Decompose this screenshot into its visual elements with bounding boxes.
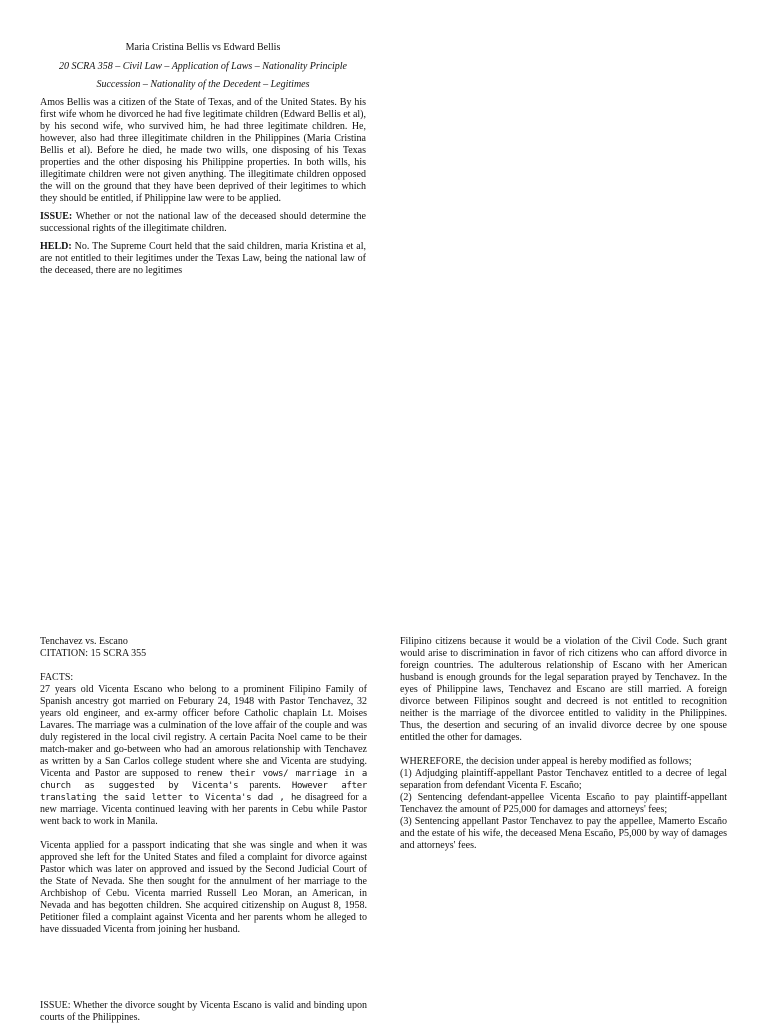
issue-paragraph <box>40 211 366 235</box>
case-subtitle-topics: Succession – Nationality of the Decedent – Legitimes <box>96 79 310 90</box>
ruling-paragraph: Filipino citizens because it would be a violation of the Civil Code. Such grant would arise to discrimination in favor of rich citizens who can afford divorce in foreign countries. The adulterous relationship of Escano with her American husband is enough grounds for the legal separation prayed by Tenchavez. In the eyes of Philippine laws, Tenchavez and Escano are still married. A foreign divorce between Filipinos sought and decreed is not entitled to recognition neither is the marriage of the divorcee entitled to validity in the Philippines. Thus, the desertion and securing of an invalid divorce decree by one spouse entitled the other for damages. <box>400 636 727 743</box>
handwritten-text-2: However after translating the said letter to Vicenta's dad , he <box>40 781 367 803</box>
disposition-item-2: (2) Sentencing defendant-appellee Vicenta Escaño to pay plaintiff-appellant Tenchavez the amount of P25,000 for damages and attorneys' fees; <box>400 792 727 815</box>
case2-facts-label: FACTS: <box>40 672 74 683</box>
handwritten-text-1: renew their vows/ marriage in a church as suggested by Vicenta's <box>40 769 368 791</box>
case2-issue: ISSUE: Whether the divorce sought by Vicenta Escano is valid and binding upon courts of the Philippines. <box>40 1000 367 1023</box>
issue-label: ISSUE: <box>40 211 73 222</box>
case2-facts-paragraph-2: Vicenta applied for a passport indicating that she was single and when it was approved she left for the United States and filed a complaint for divorce against Pastor which was later on approved and issued by the Second Judicial Court of the State of Nevada. She then sought for the annulment of her marriage to the Archbishop of Cebu. Vicenta married Russell Leo Moran, an American, in Nevada and has begotten children. She acquired citizenship on August 8, 1958. Petitioner filed a complaint against Vicenta and her parents whom he alleged to have dissuaded Vicenta from joining her husband. <box>40 840 367 935</box>
facts-text-mid: parents. <box>249 780 292 791</box>
case-tenchavez-right-column <box>400 636 727 852</box>
facts-text-end: disagreed for a new marriage. Vicenta continued leaving with her parents in Cebu while Pastor went back to work in Manila. <box>40 792 367 827</box>
facts-paragraph: Amos Bellis was a citizen of the State of Texas, and of the United States. By his first wife whom he divorced he had five legitimate children (Edward Bellis et al), by his second wife, who survived him, he had three legitimate children. He, however, also had three illegitimate children in the Philippines (Maria Cristina Bellis et al). Before he died, he made two wills, one disposing of his Texas properties and the other disposing his Philippine properties. In both wills, his illegitimate children were not given anything. The illegitimate children opposed the will on the ground that they have been deprived of their legitimes to which they should be entitled, if Philippine law were to be applied. <box>40 97 367 204</box>
case-subtitle: 20 SCRA 358 – Civil Law – Application of Laws – Nationality Principle <box>59 61 347 72</box>
case-title: Maria Cristina Bellis vs Edward Bellis <box>125 42 281 53</box>
case-tenchavez-left-column <box>40 636 367 936</box>
facts-text: 27 years old Vicenta Escano who belong to a prominent Filipino Family of Spanish ancestry got married on Feburary 24, 1948 with Pastor Tenchavez, 32 years old engineer, and ex-army officer before Catholic chaplain Lt. Moises Lavares. The marriage was a culmination of the love affair of the couple and was duly registered in the local civil registry. A certain Pacita Noel came to be their match-maker and go-between who had an amorous relationship with Tenchavez as written by a San Carlos college student where she and Vicenta are studying. Vicenta and Pastor are supposed to <box>40 684 367 779</box>
disposition-item-1: (1) Adjudging plaintiff-appellant Pastor Tenchavez entitled to a decree of legal separation from defendant Vicenta F. Escaño; <box>400 768 727 791</box>
held-paragraph <box>40 241 366 277</box>
case-bellis <box>40 42 366 283</box>
issue-text: Whether or not the national law of the deceased should determine the successional rights of the illegitimate children. <box>40 211 366 234</box>
case2-title: Tenchavez vs. Escano <box>40 636 128 647</box>
held-label: HELD: <box>40 241 72 252</box>
held-text: No. The Supreme Court held that the said children, maria Kristina et al, are not entitled to their legitimes under the Texas Law, being the national law of the deceased, there are no legitimes <box>40 241 366 276</box>
wherefore-line: WHEREFORE, the decision under appeal is hereby modified as follows; <box>400 756 692 767</box>
case2-citation: CITATION: 15 SCRA 355 <box>40 648 147 659</box>
disposition-item-3: (3) Sentencing appellant Pastor Tenchavez to pay the appellee, Mamerto Escaño and the estate of his wife, the deceased Mena Escaño, P5,000 by way of damages and attorneys' fees. <box>400 816 727 851</box>
case2-facts-paragraph-1 <box>40 684 367 828</box>
